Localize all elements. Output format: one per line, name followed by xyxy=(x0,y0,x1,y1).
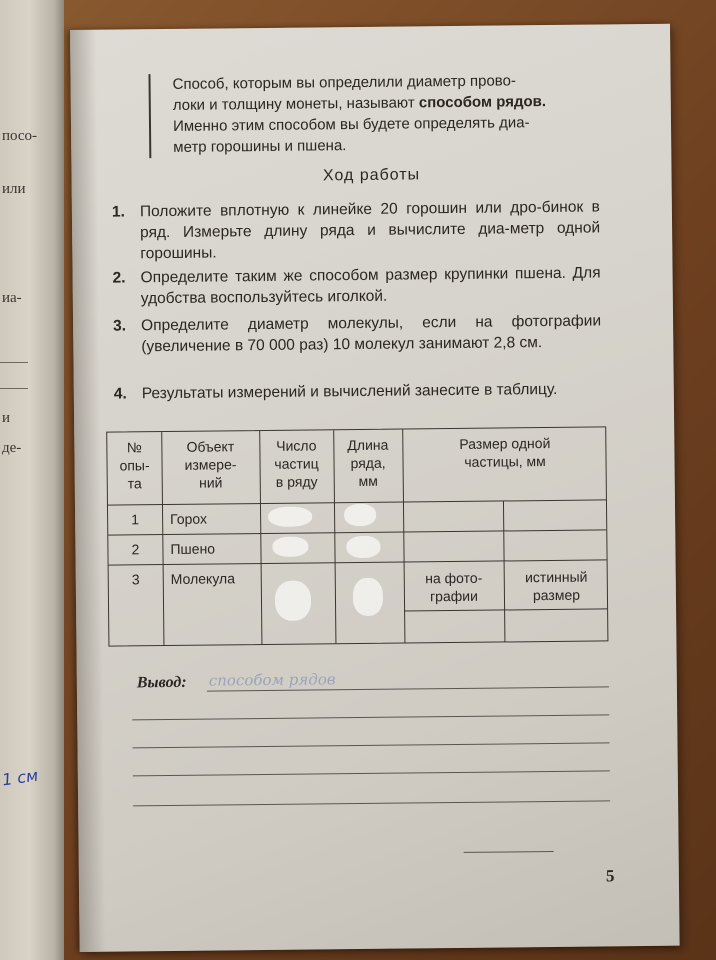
subheader-photo: на фото- графии xyxy=(425,569,483,605)
left-page-fragment: или xyxy=(2,181,26,197)
left-page-rule xyxy=(0,388,28,389)
row-number: 1 xyxy=(131,511,140,528)
step-number: 2. xyxy=(112,269,126,287)
results-table xyxy=(106,426,608,646)
step-4 xyxy=(114,378,602,404)
writing-line xyxy=(133,800,610,806)
handwritten-margin-note: 1 см xyxy=(0,765,40,790)
intro-line: метр горошины и пшена. xyxy=(173,137,347,156)
workbook-page xyxy=(70,24,680,952)
row-number: 2 xyxy=(131,541,140,558)
intro-paragraph xyxy=(148,70,593,159)
header-number: № опы- та xyxy=(119,439,150,492)
step-number: 3. xyxy=(113,317,127,335)
table-divider xyxy=(404,608,607,611)
table-divider xyxy=(109,559,607,565)
page-number: 5 xyxy=(605,866,615,886)
row-object: Горох xyxy=(170,510,208,527)
writing-line xyxy=(133,770,610,776)
handwritten-answer: способом рядов xyxy=(208,670,336,690)
header-size: Размер одной частицы, мм xyxy=(459,434,551,470)
signature-line xyxy=(464,851,554,853)
correction-fluid-mark xyxy=(268,506,312,526)
correction-fluid-mark xyxy=(275,581,311,621)
left-page-fragment: посо- xyxy=(2,128,38,144)
correction-fluid-mark xyxy=(272,537,308,557)
left-page-fragment: де- xyxy=(2,440,22,456)
step-number: 1. xyxy=(111,203,125,221)
writing-line xyxy=(132,714,609,720)
header-object: Объект измере- ний xyxy=(184,438,237,491)
step-text: Результаты измерений и вычислений занесите в таблицу. xyxy=(141,380,558,403)
step-1 xyxy=(112,196,601,264)
table-divider xyxy=(108,529,606,535)
intro-line: локи и толщину монеты, называют xyxy=(172,94,419,114)
intro-term: способом рядов. xyxy=(418,93,547,112)
row-number: 3 xyxy=(131,571,140,588)
left-page-rule xyxy=(0,362,28,363)
step-text: Определите таким же способом размер крупинки пшена. Для удобства воспользуйтесь иголкой. xyxy=(140,264,601,308)
intro-line: Именно этим способом вы будете определять диа- xyxy=(172,114,530,135)
correction-fluid-mark xyxy=(346,536,380,558)
left-page-edge xyxy=(0,0,64,960)
correction-fluid-mark xyxy=(344,504,376,526)
step-number: 4. xyxy=(113,385,127,403)
header-length: Длина ряда, мм xyxy=(347,436,389,490)
left-page-fragment: и xyxy=(2,410,11,426)
intro-line: Способ, которым вы определили диаметр прово- xyxy=(172,72,517,93)
step-2 xyxy=(112,262,600,309)
correction-fluid-mark xyxy=(353,578,383,616)
conclusion-label: Вывод: xyxy=(136,673,187,692)
step-text: Определите диаметр молекулы, если на фотографии (увеличение в 70 000 раз) 10 молекул занимают 2,8 см. xyxy=(141,312,602,356)
step-3 xyxy=(113,310,601,357)
row-object: Молекула xyxy=(170,570,236,587)
row-object: Пшено xyxy=(170,540,216,557)
writing-line xyxy=(133,742,610,748)
header-count: Число частиц в ряду xyxy=(274,437,319,490)
subheader-true-size: истинный размер xyxy=(524,568,588,604)
section-title: Ход работы xyxy=(322,166,421,185)
left-page-fragment: иа- xyxy=(2,290,22,306)
step-text: Положите вплотную к линейке 20 горошин или дро-бинок в ряд. Измерьте длину ряда и вычислите диа-метр одной горошины. xyxy=(139,198,601,263)
